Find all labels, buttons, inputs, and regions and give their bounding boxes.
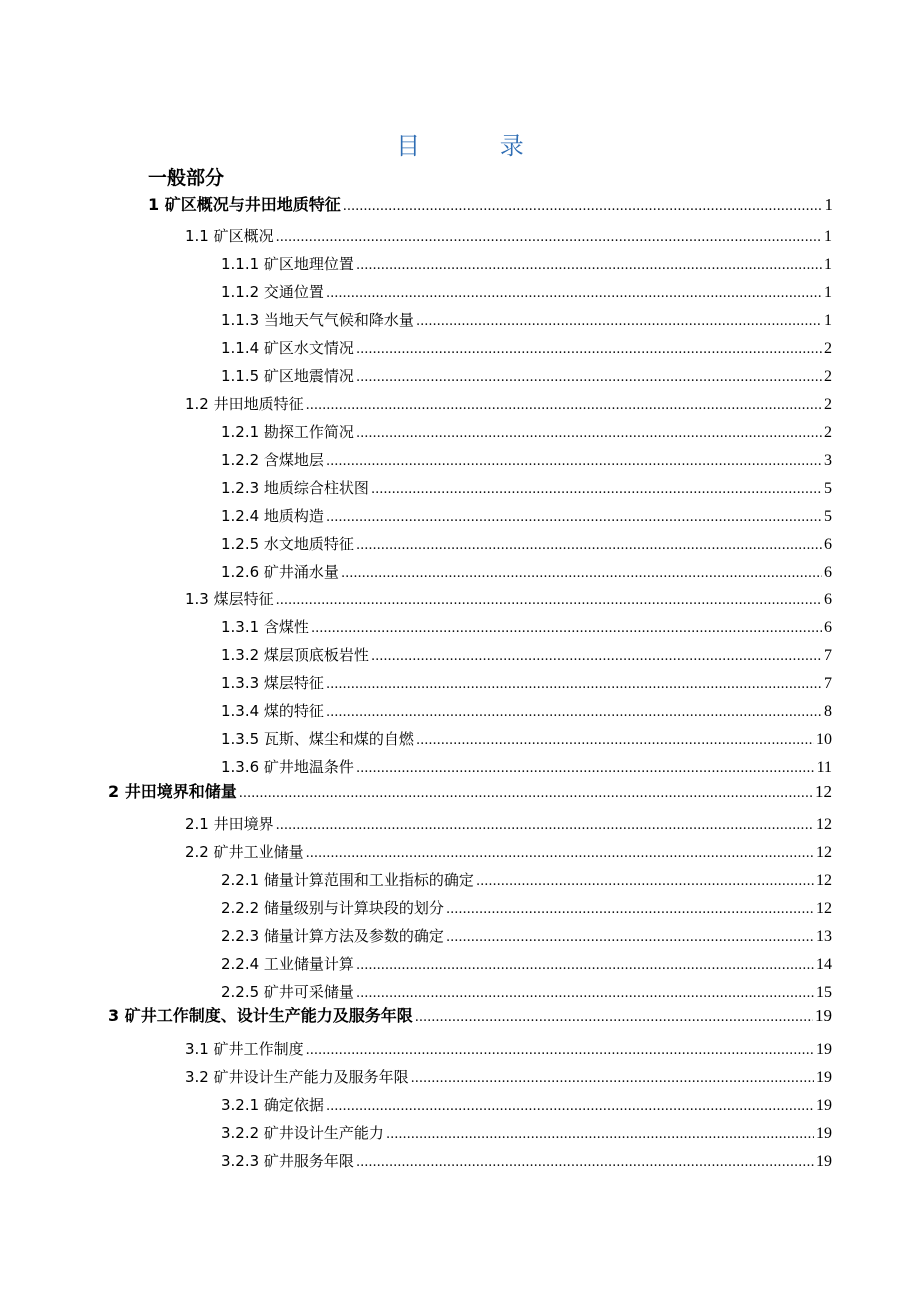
- toc-entry[interactable]: [221, 616, 832, 638]
- toc-page-number: 12: [816, 844, 832, 861]
- toc-entry-label: 3.2.3 矿井服务年限: [221, 1152, 354, 1170]
- toc-page-number: 2: [824, 424, 832, 441]
- toc-entry-label: 1.2 井田地质特征: [185, 395, 304, 413]
- toc-page-number: 12: [816, 816, 832, 833]
- toc-page-number: 6: [824, 564, 832, 581]
- toc-entry-label: 1.2.2 含煤地层: [221, 451, 324, 469]
- toc-page-number: 19: [816, 1097, 832, 1114]
- toc-leader-dots: [356, 761, 815, 776]
- toc-leader-dots: [343, 199, 823, 214]
- toc-entry-label: 2.1 井田境界: [185, 815, 274, 833]
- toc-entry-label: 1.1.3 当地天气气候和降水量: [221, 311, 414, 329]
- toc-entry-label: 2.2.5 矿井可采储量: [221, 983, 354, 1001]
- toc-leader-dots: [356, 370, 822, 385]
- toc-entry[interactable]: [221, 644, 832, 666]
- toc-leader-dots: [276, 230, 822, 245]
- toc-entry[interactable]: [221, 1094, 832, 1116]
- toc-entry-label: 3 矿井工作制度、设计生产能力及服务年限: [108, 1006, 413, 1025]
- toc-entry[interactable]: [108, 779, 832, 801]
- toc-leader-dots: [311, 621, 822, 636]
- toc-entry[interactable]: [221, 953, 832, 975]
- toc-entry-label: 1.1.4 矿区水文情况: [221, 339, 354, 357]
- toc-entry[interactable]: [221, 449, 832, 471]
- toc-leader-dots: [326, 286, 822, 301]
- toc-leader-dots: [371, 649, 822, 664]
- toc-leader-dots: [356, 342, 822, 357]
- toc-page-number: 15: [816, 984, 832, 1001]
- toc-leader-dots: [386, 1127, 814, 1142]
- section-heading: 一般部分: [148, 167, 225, 189]
- toc-entry[interactable]: [185, 393, 832, 415]
- toc-entry-label: 1.3.2 煤层顶底板岩性: [221, 646, 369, 664]
- toc-page-number: 6: [824, 536, 832, 553]
- toc-entry-label: 1.2.1 勘探工作简况: [221, 423, 354, 441]
- toc-entry-label: 1 矿区概况与井田地质特征: [148, 195, 341, 214]
- toc-page-number: 1: [824, 256, 832, 273]
- toc-entry[interactable]: [221, 1122, 832, 1144]
- toc-entry[interactable]: [185, 841, 832, 863]
- toc-entry-label: 2.2.3 储量计算方法及参数的确定: [221, 927, 444, 945]
- toc-entry[interactable]: [221, 477, 832, 499]
- toc-leader-dots: [356, 1155, 814, 1170]
- toc-leader-dots: [446, 930, 814, 945]
- toc-entry[interactable]: [221, 981, 832, 1003]
- toc-entry-label: 2.2.1 储量计算范围和工业指标的确定: [221, 871, 474, 889]
- toc-entry[interactable]: [221, 365, 832, 387]
- toc-entry-label: 3.2 矿井设计生产能力及服务年限: [185, 1068, 409, 1086]
- toc-entry[interactable]: [148, 192, 833, 214]
- toc-entry-label: 1.2.5 水文地质特征: [221, 535, 354, 553]
- toc-page-number: 1: [824, 284, 832, 301]
- toc-page-number: 1: [824, 228, 832, 245]
- toc-page-number: 10: [816, 731, 832, 748]
- toc-entry[interactable]: [221, 561, 832, 583]
- toc-entry[interactable]: [221, 700, 832, 722]
- toc-entry-label: 1.2.4 地质构造: [221, 507, 324, 525]
- toc-entry-label: 3.1 矿井工作制度: [185, 1040, 304, 1058]
- toc-leader-dots: [276, 593, 822, 608]
- toc-page-number: 6: [824, 591, 832, 608]
- toc-page-number: 6: [824, 619, 832, 636]
- toc-leader-dots: [356, 958, 814, 973]
- toc-page-number: 19: [816, 1153, 832, 1170]
- toc-page-number: 7: [824, 647, 832, 664]
- toc-entry-label: 1.1.5 矿区地震情况: [221, 367, 354, 385]
- toc-entry-label: 2 井田境界和储量: [108, 782, 237, 801]
- toc-page-number: 2: [824, 368, 832, 385]
- toc-leader-dots: [306, 1043, 814, 1058]
- toc-page-number: 13: [816, 928, 832, 945]
- toc-leader-dots: [356, 986, 814, 1001]
- toc-entry[interactable]: [221, 337, 832, 359]
- toc-page-number: 3: [824, 452, 832, 469]
- toc-page-number: 12: [816, 872, 832, 889]
- toc-entry[interactable]: [221, 505, 832, 527]
- toc-page-number: 5: [824, 480, 832, 497]
- toc-leader-dots: [446, 902, 814, 917]
- toc-leader-dots: [326, 510, 822, 525]
- toc-entry[interactable]: [185, 588, 832, 610]
- toc-entry-label: 1.3 煤层特征: [185, 590, 274, 608]
- toc-entry[interactable]: [221, 281, 832, 303]
- toc-page-number: 19: [816, 1069, 832, 1086]
- toc-entry[interactable]: [221, 253, 832, 275]
- toc-entry[interactable]: [221, 756, 832, 778]
- toc-entry-label: 1.3.1 含煤性: [221, 618, 309, 636]
- toc-page-number: 1: [824, 312, 832, 329]
- toc-entry[interactable]: [185, 225, 832, 247]
- toc-entry-label: 3.2.1 确定依据: [221, 1096, 324, 1114]
- toc-page-number: 7: [824, 675, 832, 692]
- toc-leader-dots: [326, 705, 822, 720]
- toc-entry-label: 1.1.1 矿区地理位置: [221, 255, 354, 273]
- toc-leader-dots: [476, 874, 814, 889]
- toc-entry-label: 2.2 矿井工业储量: [185, 843, 304, 861]
- toc-page-number: 19: [816, 1041, 832, 1058]
- toc-page-number: 8: [824, 703, 832, 720]
- toc-entry[interactable]: [221, 897, 832, 919]
- toc-entry[interactable]: [221, 533, 832, 555]
- toc-entry[interactable]: [221, 925, 832, 947]
- toc-entry-label: 1.3.5 瓦斯、煤尘和煤的自燃: [221, 730, 414, 748]
- toc-page-number: 2: [824, 340, 832, 357]
- toc-page-number: 5: [824, 508, 832, 525]
- toc-entry-label: 1.1.2 交通位置: [221, 283, 324, 301]
- toc-entry[interactable]: [185, 1038, 832, 1060]
- toc-entry[interactable]: [221, 421, 832, 443]
- toc-leader-dots: [411, 1071, 814, 1086]
- toc-page-number: 2: [824, 396, 832, 413]
- toc-leader-dots: [326, 454, 822, 469]
- toc-entry[interactable]: [221, 309, 832, 331]
- toc-entry[interactable]: [221, 672, 832, 694]
- toc-page-number: 11: [816, 759, 832, 776]
- toc-entry[interactable]: [221, 869, 832, 891]
- toc-leader-dots: [371, 482, 822, 497]
- page-title: 目 录: [396, 132, 560, 160]
- toc-page-number: 19: [816, 1125, 832, 1142]
- toc-entry-label: 2.2.2 储量级别与计算块段的划分: [221, 899, 444, 917]
- toc-entry-label: 3.2.2 矿井设计生产能力: [221, 1124, 384, 1142]
- toc-leader-dots: [341, 566, 822, 581]
- toc-leader-dots: [276, 818, 814, 833]
- toc-leader-dots: [239, 786, 813, 801]
- toc-page-number: 14: [816, 956, 832, 973]
- toc-leader-dots: [326, 1099, 814, 1114]
- toc-entry[interactable]: [108, 1003, 832, 1025]
- toc-entry-label: 1.3.3 煤层特征: [221, 674, 324, 692]
- toc-entry-label: 1.3.6 矿井地温条件: [221, 758, 354, 776]
- toc-entry[interactable]: [185, 1066, 832, 1088]
- toc-leader-dots: [356, 538, 822, 553]
- toc-leader-dots: [415, 1010, 813, 1025]
- toc-entry-label: 1.2.3 地质综合柱状图: [221, 479, 369, 497]
- toc-page-number: 12: [816, 900, 832, 917]
- toc-leader-dots: [306, 846, 814, 861]
- toc-leader-dots: [416, 733, 814, 748]
- toc-entry-label: 1.2.6 矿井涌水量: [221, 563, 339, 581]
- toc-entry[interactable]: [221, 728, 832, 750]
- toc-page-number: 1: [824, 195, 833, 214]
- toc-leader-dots: [326, 677, 822, 692]
- toc-page-number: 12: [815, 782, 832, 801]
- toc-entry[interactable]: [185, 813, 832, 835]
- toc-page-number: 19: [815, 1006, 832, 1025]
- toc-leader-dots: [306, 398, 822, 413]
- toc-entry[interactable]: [221, 1150, 832, 1172]
- toc-leader-dots: [356, 258, 822, 273]
- toc-entry-label: 1.1 矿区概况: [185, 227, 274, 245]
- toc-entry-label: 1.3.4 煤的特征: [221, 702, 324, 720]
- toc-leader-dots: [416, 314, 822, 329]
- toc-entry-label: 2.2.4 工业储量计算: [221, 955, 354, 973]
- toc-leader-dots: [356, 426, 822, 441]
